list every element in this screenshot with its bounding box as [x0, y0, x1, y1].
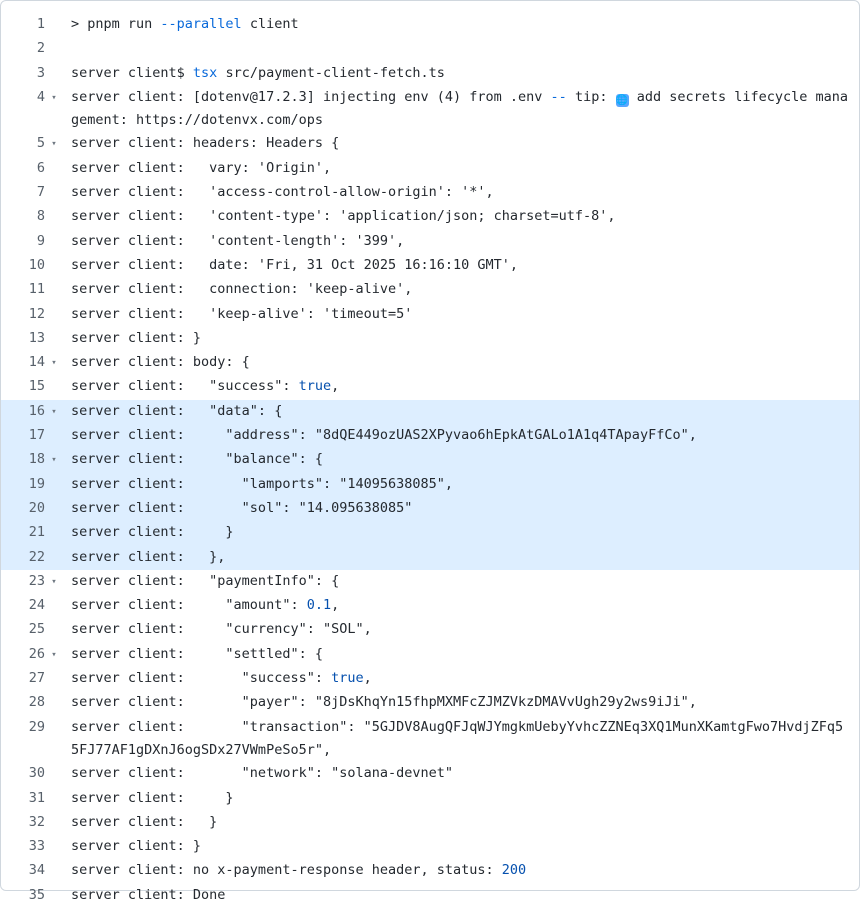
text-segment: server client: headers: Headers {: [71, 135, 340, 152]
text-segment: --: [550, 88, 567, 105]
text-segment: server client$: [71, 64, 193, 81]
chevron-down-icon[interactable]: ▾: [51, 92, 57, 103]
line-number: 27: [28, 670, 45, 687]
chevron-down-icon[interactable]: ▾: [51, 139, 57, 150]
terminal-line: [1, 181, 859, 205]
line-content: [63, 351, 859, 374]
chevron-down-icon[interactable]: ▾: [51, 358, 57, 369]
terminal-line: [1, 473, 859, 497]
terminal-line: [1, 546, 859, 570]
line-number: 35: [28, 886, 45, 903]
text-segment: server client: }: [71, 524, 234, 541]
text-segment: server client: body: {: [71, 354, 250, 371]
line-number: 24: [28, 597, 45, 614]
line-number: 20: [28, 499, 45, 516]
line-number: 8: [36, 208, 45, 225]
text-segment: server client: "paymentInfo": {: [71, 572, 340, 589]
terminal-line: [1, 448, 859, 472]
line-number: 18: [28, 451, 45, 468]
terminal-line: [1, 278, 859, 302]
line-number: 22: [28, 548, 45, 565]
line-content: [63, 811, 859, 834]
text-segment: server client: },: [71, 548, 226, 565]
line-number: 19: [28, 475, 45, 492]
line-number: 25: [28, 621, 45, 638]
text-segment: server client: "network": "solana-devnet": [71, 765, 454, 782]
text-segment: server client: 'access-control-allow-origin': '*',: [71, 184, 494, 201]
text-segment: > pnpm run: [71, 16, 161, 32]
line-content: [63, 205, 859, 228]
terminal-line: [1, 132, 859, 156]
line-number: 4: [36, 88, 45, 105]
terminal-line: [1, 303, 859, 327]
line-number: 3: [36, 64, 45, 81]
line-number: 9: [36, 232, 45, 249]
text-segment: server client: }: [71, 329, 202, 346]
line-content: [63, 230, 859, 253]
line-content: [63, 254, 859, 277]
line-content: [63, 157, 859, 180]
line-number: 12: [28, 305, 45, 322]
text-segment: server client: 'content-type': 'application/json; charset=utf-8',: [71, 208, 616, 225]
text-segment: server client: "data": {: [71, 402, 283, 419]
text-segment: server client: "currency": "SOL",: [71, 621, 372, 638]
line-content: [63, 86, 859, 133]
chevron-down-icon[interactable]: ▾: [51, 406, 57, 417]
line-content: [63, 497, 859, 520]
text-segment: server client: no x-payment-response header, status:: [71, 862, 502, 879]
terminal-line: [1, 254, 859, 278]
line-content: [63, 278, 859, 301]
line-number: 33: [28, 838, 45, 855]
line-number: 31: [28, 789, 45, 806]
text-segment: ,: [363, 670, 372, 687]
line-number: 13: [28, 329, 45, 346]
text-segment: server client: "lamports": "14095638085",: [71, 475, 454, 492]
text-segment: server client: connection: 'keep-alive',: [71, 281, 413, 298]
line-number: 10: [28, 256, 45, 273]
text-segment: server client: "success":: [71, 670, 332, 687]
line-number: 28: [28, 694, 45, 711]
text-segment: --parallel: [160, 16, 242, 32]
line-content: [63, 327, 859, 350]
text-segment: tip:: [566, 88, 616, 105]
chevron-down-icon[interactable]: ▾: [51, 649, 57, 660]
text-segment: 200: [501, 862, 527, 879]
text-segment: add secrets lifecycle management: https://dotenvx.com/ops: [71, 88, 849, 129]
line-number: 32: [28, 813, 45, 830]
line-content: [63, 546, 859, 569]
text-segment: server client: "address": "8dQE449ozUAS2XPyvao6hEpkAtGALo1A1q4TApayFfCo",: [71, 427, 697, 444]
line-content: [63, 667, 859, 690]
text-segment: server client: Done: [71, 886, 226, 903]
chevron-down-icon[interactable]: ▾: [51, 576, 57, 587]
text-segment: ,: [331, 378, 340, 395]
line-number: 15: [28, 378, 45, 395]
text-segment: server client: }: [71, 838, 202, 855]
line-number: 11: [28, 281, 45, 298]
line-number: 17: [28, 427, 45, 444]
line-content: [63, 618, 859, 641]
line-number: 16: [28, 402, 45, 419]
line-content: [63, 448, 859, 471]
text-segment: src/payment-client-fetch.ts: [217, 64, 445, 81]
line-number: 34: [28, 862, 45, 879]
line-number: 21: [28, 524, 45, 541]
text-segment: tsx: [192, 64, 218, 81]
line-number: 14: [28, 354, 45, 371]
line-content: [63, 132, 859, 155]
text-segment: server client: "settled": {: [71, 645, 323, 662]
terminal-line: [1, 811, 859, 835]
terminal-line: [1, 375, 859, 399]
line-content: [63, 594, 859, 617]
terminal-line: [1, 859, 859, 883]
chevron-down-icon[interactable]: ▾: [51, 455, 57, 466]
terminal-line: [1, 691, 859, 715]
terminal-line: [1, 884, 859, 908]
text-segment: server client: "payer": "8jDsKhqYn15fhpMXMFcZJMZVkzDMAVvUgh29y2ws9iJi",: [71, 694, 697, 711]
globe-icon: 🌐: [615, 94, 629, 106]
line-number: 5: [36, 135, 45, 152]
terminal-line: [1, 787, 859, 811]
line-number: 2: [36, 40, 45, 57]
line-content: [63, 859, 859, 882]
line-content: [63, 691, 859, 714]
line-content: [63, 62, 859, 85]
terminal-line: [1, 618, 859, 642]
line-content: [63, 521, 859, 544]
line-content: [63, 570, 859, 593]
text-segment: server client: 'content-length': '399',: [71, 232, 405, 249]
line-content: [63, 400, 859, 423]
line-number: 29: [28, 718, 45, 735]
line-number: 23: [28, 572, 45, 589]
text-segment: server client: "balance": {: [71, 451, 323, 468]
line-content: [63, 424, 859, 447]
terminal-line: [1, 667, 859, 691]
line-number: 26: [28, 645, 45, 662]
terminal-line: [1, 521, 859, 545]
line-content: [63, 787, 859, 810]
line-content: [63, 835, 859, 858]
line-number: 6: [36, 159, 45, 176]
text-segment: server client: [dotenv@17.2.3] injecting env (4) from .env: [71, 88, 551, 105]
terminal-line: [1, 762, 859, 786]
line-content: [63, 473, 859, 496]
terminal-line: [1, 86, 859, 133]
text-segment: server client: "transaction": "5GJDV8AugQFJqWJYmgkmUebyYvhcZZNEq3XQ1MunXKamtgFwo7HvdjZFq55FJ77AF1gDXnJ6ogSDx27VWmPeSo5r",: [71, 718, 844, 758]
terminal-line: [1, 205, 859, 229]
terminal-line: [1, 37, 859, 61]
terminal-line: [1, 497, 859, 521]
line-content: [63, 762, 859, 785]
terminal-line: [1, 643, 859, 667]
line-number: 30: [28, 765, 45, 782]
terminal-line: [1, 424, 859, 448]
line-content: [63, 716, 859, 763]
text-segment: server client: }: [71, 789, 234, 806]
line-number: 7: [36, 184, 45, 201]
terminal-line: [1, 835, 859, 859]
line-content: [63, 884, 859, 907]
text-segment: true: [298, 378, 332, 395]
line-number: 1: [36, 16, 45, 32]
text-segment: server client: "amount":: [71, 597, 307, 614]
terminal-line: [1, 351, 859, 375]
terminal-line: [1, 157, 859, 181]
text-segment: server client: 'keep-alive': 'timeout=5': [71, 305, 413, 322]
text-segment: 0.1: [306, 597, 332, 614]
terminal-line: [1, 400, 859, 424]
text-segment: server client: date: 'Fri, 31 Oct 2025 16:16:10 GMT',: [71, 256, 519, 273]
text-segment: client: [241, 16, 299, 32]
text-segment: server client: "success":: [71, 378, 299, 395]
line-content: [63, 13, 859, 36]
text-segment: server client: "sol": "14.095638085": [71, 499, 413, 516]
terminal-line: [1, 570, 859, 594]
line-content: [63, 375, 859, 398]
line-content: [63, 181, 859, 204]
text-segment: ,: [331, 597, 340, 614]
terminal-line: [1, 594, 859, 618]
terminal-line: [1, 62, 859, 86]
text-segment: server client: vary: 'Origin',: [71, 159, 332, 176]
terminal-line: [1, 230, 859, 254]
line-content: [63, 303, 859, 326]
terminal-line: [1, 716, 859, 763]
line-content: [63, 643, 859, 666]
terminal-line: [1, 327, 859, 351]
text-segment: server client: }: [71, 813, 218, 830]
terminal-line: [1, 13, 859, 37]
text-segment: true: [331, 670, 364, 687]
